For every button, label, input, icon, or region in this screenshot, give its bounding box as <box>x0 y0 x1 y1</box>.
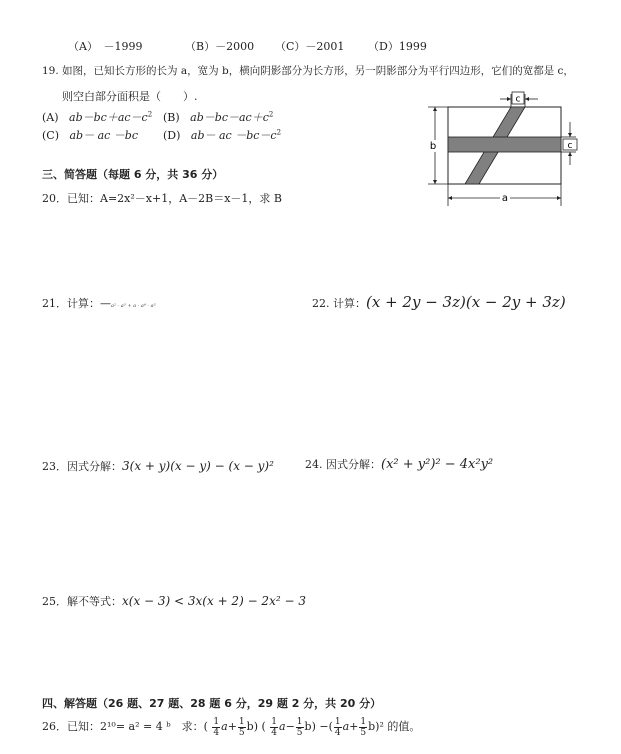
q19-option-d-label: (D) <box>163 129 181 142</box>
q21 <box>42 295 156 311</box>
fraction-1-4: $\frac{1}{4}$ <box>334 716 341 738</box>
q26-suffix: b)² 的值。 <box>368 720 421 733</box>
arrow-head <box>448 196 452 200</box>
label-c-top: c <box>515 94 521 105</box>
q22-expr: (x + 2y − 3z)(x − 2y + 3z) <box>366 293 566 311</box>
q24-label: 24. 因式分解： <box>305 458 381 471</box>
q25 <box>42 593 306 609</box>
fraction-1-5: $\frac{1}{5}$ <box>296 716 303 738</box>
arrow-head <box>557 196 561 200</box>
q20-text: 20．已知：A=2x²－x+1，A－2B＝x－1，求 B <box>42 192 282 205</box>
fraction-1-5: $\frac{1}{5}$ <box>360 716 367 738</box>
q18-option-a: （A） －1999 <box>68 40 143 53</box>
fraction-1-4: $\frac{1}{4}$ <box>213 716 220 738</box>
label-a: a <box>501 193 509 204</box>
q18-option-d: （D）1999 <box>368 40 427 53</box>
fraction-1-4: $\frac{1}{4}$ <box>271 716 278 738</box>
q19-option-b-sq: 2 <box>268 110 274 119</box>
q21-expr: — <box>100 297 111 310</box>
arrow-head <box>568 152 572 156</box>
section4-title: 四、解答题（26 题、27 题、28 题 6 分，29 题 2 分，共 20 分） <box>42 697 382 710</box>
q23-label: 23．因式分解： <box>42 460 122 473</box>
arrow-head <box>507 97 511 101</box>
q26-part: b) ( <box>246 720 266 733</box>
q24 <box>305 456 493 472</box>
fraction-1-5: $\frac{1}{5}$ <box>238 716 245 738</box>
q19-option-c-label: (C) <box>42 129 59 142</box>
q19-stem-line2: 则空白部分面积是（ ）. <box>62 90 198 103</box>
q22 <box>312 293 566 311</box>
q26-prefix: 26．已知：2¹⁰= a² = 4 ᵇ 求：( <box>42 720 208 733</box>
q19-option-b-label: (B) <box>163 111 180 124</box>
q19-option-c <box>42 127 138 143</box>
q19-option-d-sq: 2 <box>276 128 282 137</box>
q26-part: a+ <box>221 720 237 733</box>
label-b: b <box>429 141 437 152</box>
label-c-right: c <box>567 141 573 151</box>
q26-part: b) −( <box>304 720 333 733</box>
q25-label: 25．解不等式： <box>42 595 122 608</box>
q22-label: 22. 计算： <box>312 297 366 310</box>
q19-option-a <box>42 109 152 125</box>
q19-option-b-expr: ab－bc－ac＋c <box>190 111 269 124</box>
q23-expr: 3(x + y)(x − y) − (x − y)² <box>122 459 274 473</box>
q26 <box>42 714 420 740</box>
q19-option-b <box>163 109 273 125</box>
arrow-head <box>433 107 437 111</box>
arrow-head <box>525 97 529 101</box>
q19-option-a-sq: 2 <box>147 110 153 119</box>
q18-option-c: （C）－2001 <box>275 40 345 53</box>
q24-expr: (x² + y²)² − 4x²y² <box>381 457 494 472</box>
q19-option-d-expr: ab－ ac －bc－c <box>190 129 277 142</box>
q19-option-c-expr: ab－ ac －bc <box>69 129 139 142</box>
arrow-head <box>433 180 437 184</box>
q23 <box>42 458 274 474</box>
q26-part: a− <box>279 720 295 733</box>
rectangle-figure <box>420 90 590 215</box>
q26-part: a+ <box>342 720 359 733</box>
q19-stem-line1: 19. 如图，已知长方形的长为 a，宽为 b，横向阴影部分为长方形，另一阴影部分为平行四边形，它们的宽都是 c， <box>42 65 574 77</box>
horizontal-band-shade <box>448 137 561 152</box>
q21-label: 21．计算： <box>42 297 100 310</box>
arrow-head <box>568 133 572 137</box>
q21-small-expr: a² · a³ + a · a⁴ · a⁵ <box>111 303 156 309</box>
q25-expr: x(x − 3) < 3x(x + 2) − 2x² − 3 <box>122 594 306 608</box>
q19-option-a-label: (A) <box>42 111 59 124</box>
q18-option-b: （B）－2000 <box>185 40 255 53</box>
section3-title: 三、简答题（每题 6 分，共 36 分） <box>42 168 224 181</box>
q19-option-a-expr: ab－bc＋ac－c <box>69 111 148 124</box>
q19-option-d <box>163 127 281 143</box>
